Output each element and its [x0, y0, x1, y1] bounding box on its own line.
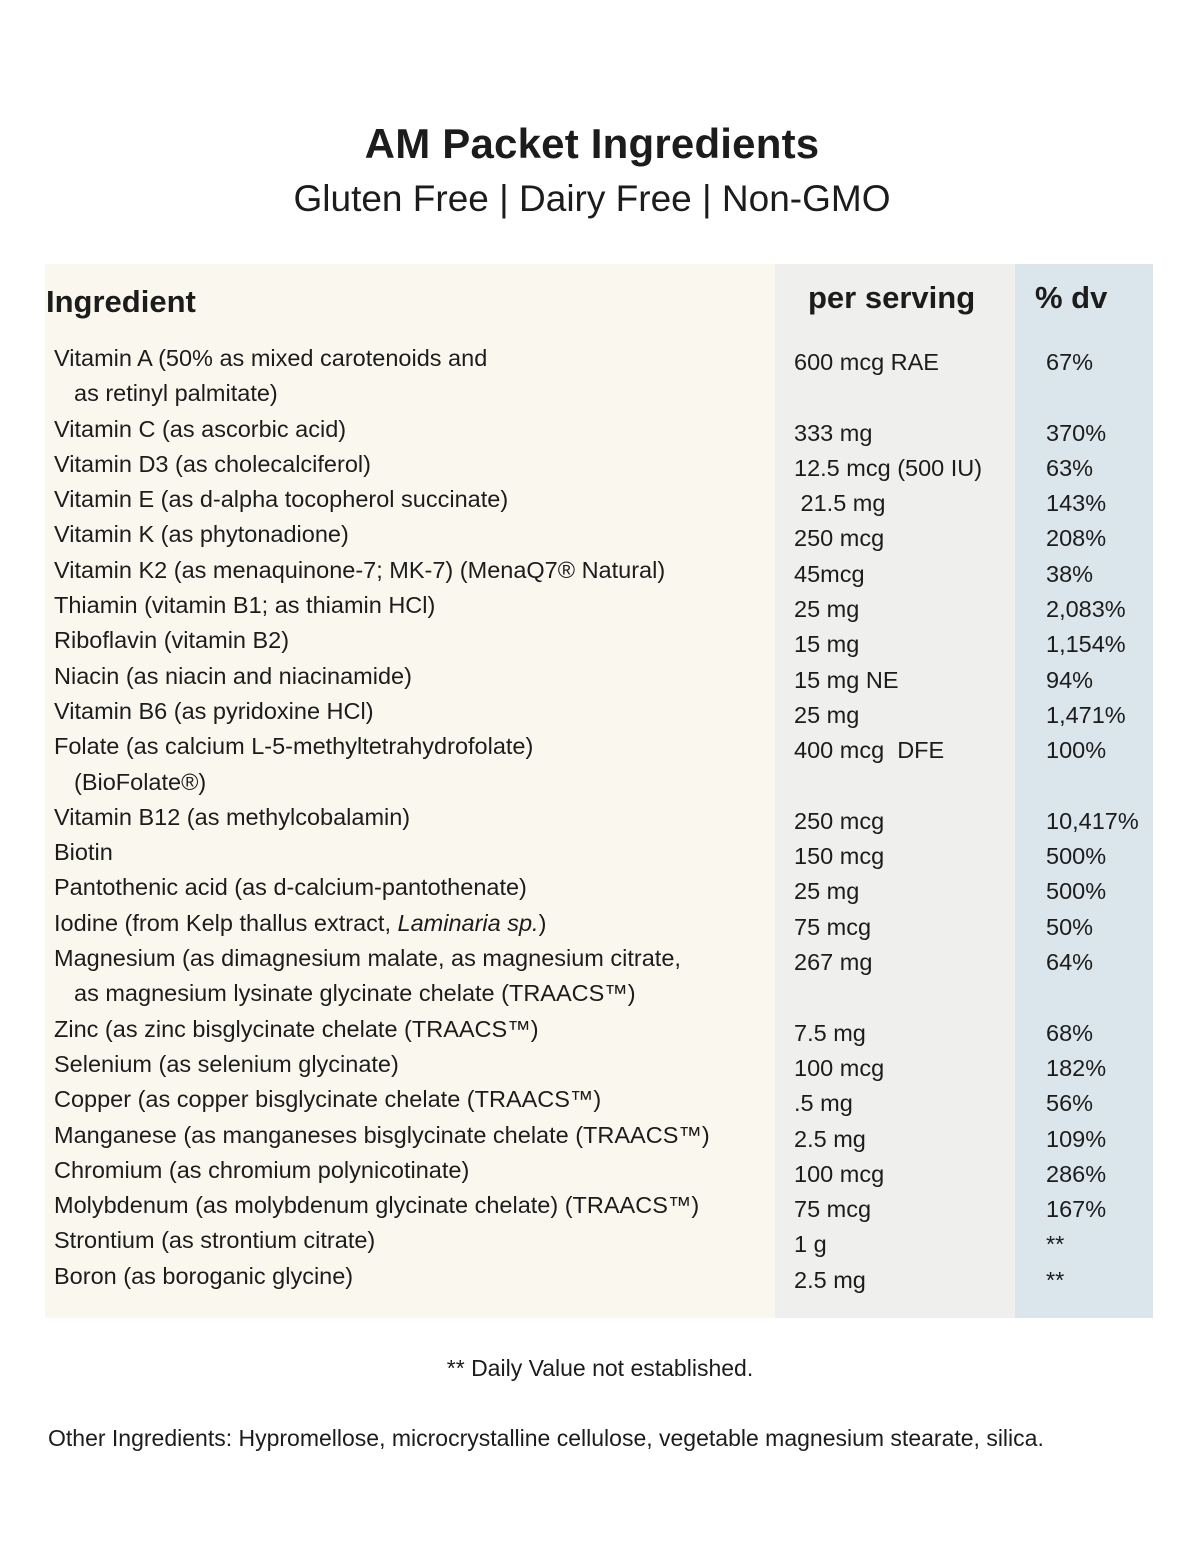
per-serving-value: 600 mcg RAE: [794, 349, 939, 375]
ingredient-name-text: Vitamin B6 (as pyridoxine HCl): [54, 697, 374, 724]
per-serving-value: 267 mg: [794, 949, 873, 976]
table-row: [0, 941, 1200, 1012]
ingredient-name-text: Vitamin A (50% as mixed carotenoids and: [54, 345, 488, 371]
ingredient-name: [54, 1082, 774, 1117]
dv-value: 182%: [1046, 1054, 1107, 1081]
ingredient-name-text: Vitamin K2 (as menaquinone-7; MK-7) (MenaQ7® Natural): [54, 556, 666, 583]
table-row: [0, 623, 1200, 658]
ingredient-name: [54, 517, 774, 552]
dv-value: 50%: [1046, 913, 1094, 940]
table-row: [0, 517, 1200, 552]
dv-value: 67%: [1046, 349, 1094, 375]
per-serving-value: 2.5 mg: [794, 1266, 866, 1293]
ingredient-name: [54, 835, 774, 870]
per-serving-value: .5 mg: [794, 1090, 853, 1117]
table-row: [0, 835, 1200, 870]
table-row: [0, 341, 1200, 412]
dv-value: 68%: [1046, 1019, 1094, 1046]
dv-value: 38%: [1046, 560, 1094, 587]
per-serving-value: 2.5 mg: [794, 1125, 866, 1152]
ingredient-name-text: Copper (as copper bisglycinate chelate (TRAACS™): [54, 1086, 602, 1113]
ingredient-name: [54, 1153, 774, 1188]
page-title: AM Packet Ingredients: [364, 120, 820, 167]
dv-value: 94%: [1046, 666, 1094, 693]
dv-value: 500%: [1046, 878, 1107, 905]
dv-header: % dv: [1035, 280, 1108, 315]
per-serving-value: 75 mcg: [794, 1196, 872, 1223]
per-serving-header: per serving: [808, 280, 976, 315]
ingredient-name-text: Zinc (as zinc bisglycinate chelate (TRAACS™): [54, 1015, 539, 1042]
ingredient-name-text: Strontium (as strontium citrate): [54, 1227, 376, 1254]
per-serving-value: 400 mcg DFE: [794, 737, 945, 764]
table-row: [0, 1082, 1200, 1117]
per-serving-value: 100 mcg: [794, 1054, 885, 1081]
ingredient-name: [54, 553, 774, 588]
ingredient-name: [54, 412, 774, 447]
per-serving-value: 1 g: [794, 1231, 827, 1258]
per-serving-value: 12.5 mcg (500 IU): [794, 454, 983, 481]
ingredient-name: [54, 623, 774, 658]
ingredient-name-text: Vitamin C (as ascorbic acid): [54, 415, 347, 442]
per-serving-value: 150 mcg: [794, 843, 885, 870]
ingredient-name: [54, 906, 774, 941]
ingredient-name: [54, 1012, 774, 1047]
ingredient-name-text: Iodine (from Kelp thallus extract,: [54, 909, 398, 936]
per-serving-value: 25 mg: [794, 701, 860, 728]
dv-value: 100%: [1046, 737, 1107, 764]
ingredient-name-text: Chromium (as chromium polynicotinate): [54, 1156, 470, 1183]
table-row: [0, 1153, 1200, 1188]
ingredient-name: [54, 694, 774, 729]
ingredient-name-continuation: as retinyl palmitate): [74, 380, 278, 407]
per-serving-value: 15 mg: [794, 631, 860, 658]
ingredient-name: [54, 482, 774, 517]
ingredient-name: [54, 588, 774, 623]
ingredient-name: [54, 941, 774, 1012]
ingredient-name-text: Riboflavin (vitamin B2): [54, 627, 290, 654]
table-row: [0, 447, 1200, 482]
ingredient-name-text: Vitamin K (as phytonadione): [54, 521, 349, 548]
ingredient-name-text: Manganese (as manganeses bisglycinate chelate (TRAACS™): [54, 1121, 710, 1148]
dv-value: 370%: [1046, 419, 1107, 446]
per-serving-value: 15 mg NE: [794, 666, 899, 693]
table-row: [0, 694, 1200, 729]
ingredient-name-text: Selenium (as selenium glycinate): [54, 1050, 399, 1077]
table-row: [0, 800, 1200, 835]
table-row: [0, 553, 1200, 588]
dv-value: 1,154%: [1046, 631, 1126, 658]
page-subtitle: Gluten Free | Dairy Free | Non-GMO: [293, 178, 891, 219]
table-row: [0, 588, 1200, 623]
dv-value: 63%: [1046, 454, 1094, 481]
ingredient-name-text: Molybdenum (as molybdenum glycinate chelate) (TRAACS™): [54, 1192, 700, 1219]
table-row: [0, 659, 1200, 694]
per-serving-value: 45mcg: [794, 560, 865, 587]
table-row: [0, 1223, 1200, 1258]
dv-value: 286%: [1046, 1160, 1107, 1187]
dv-value: 109%: [1046, 1125, 1107, 1152]
table-row: [0, 906, 1200, 941]
per-serving-value: 7.5 mg: [794, 1019, 866, 1046]
per-serving-value: 25 mg: [794, 878, 860, 905]
ingredient-name-text: Boron (as boroganic glycine): [54, 1262, 354, 1289]
table-row: [0, 870, 1200, 905]
per-serving-value: 21.5 mg: [794, 490, 886, 517]
ingredient-name-text: Vitamin D3 (as cholecalciferol): [54, 450, 371, 477]
ingredient-name: [54, 729, 774, 800]
dv-value: **: [1046, 1231, 1065, 1258]
dv-value: 64%: [1046, 949, 1094, 976]
ingredient-name-text: Vitamin E (as d-alpha tocopherol succinate): [54, 486, 509, 513]
ingredient-name-continuation: (BioFolate®): [74, 768, 207, 795]
footnote: ** Daily Value not established.: [446, 1355, 754, 1381]
dv-value: **: [1046, 1266, 1065, 1293]
dv-value: 500%: [1046, 843, 1107, 870]
table-row: [0, 412, 1200, 447]
ingredient-table: [0, 341, 1200, 1294]
table-row: [0, 1259, 1200, 1294]
ingredient-name: [54, 1118, 774, 1153]
dv-value: 10,417%: [1046, 807, 1139, 834]
table-row: [0, 1047, 1200, 1082]
ingredient-name-text: Vitamin B12 (as methylcobalamin): [54, 803, 411, 830]
ingredient-name: [54, 800, 774, 835]
per-serving-value: 250 mcg: [794, 807, 885, 834]
other-ingredients: Other Ingredients: Hypromellose, microcrystalline cellulose, vegetable magnesium stearate, silica.: [48, 1425, 1044, 1451]
table-row: [0, 1012, 1200, 1047]
per-serving-value: 250 mcg: [794, 525, 885, 552]
dv-value: 208%: [1046, 525, 1107, 552]
table-row: [0, 1118, 1200, 1153]
ingredient-name: [54, 447, 774, 482]
ingredient-name: [54, 1188, 774, 1223]
ingredient-name-text: Folate (as calcium L-5-methyltetrahydrofolate): [54, 733, 534, 760]
ingredient-name: [54, 659, 774, 694]
ingredient-name-text: Niacin (as niacin and niacinamide): [54, 662, 412, 689]
ingredient-header: Ingredient: [46, 284, 196, 319]
dv-value: 56%: [1046, 1090, 1094, 1117]
table-row: [0, 1188, 1200, 1223]
per-serving-value: 100 mcg: [794, 1160, 885, 1187]
ingredient-name-text: Thiamin (vitamin B1; as thiamin HCl): [54, 592, 436, 619]
table-row: [0, 482, 1200, 517]
dv-value: 167%: [1046, 1196, 1107, 1223]
ingredient-name-text: Pantothenic acid (as d-calcium-pantothenate): [54, 874, 527, 901]
per-serving-value: 333 mg: [794, 419, 873, 446]
ingredient-name-text: Biotin: [54, 839, 113, 866]
ingredient-name-tail: ): [538, 909, 547, 936]
ingredient-name: [54, 1223, 774, 1258]
ingredient-name-text: Magnesium (as dimagnesium malate, as magnesium citrate,: [54, 945, 681, 972]
ingredient-name-italic: Laminaria sp.: [397, 909, 539, 936]
ingredient-name: [54, 341, 774, 412]
ingredient-name: [54, 870, 774, 905]
ingredient-name: [54, 1047, 774, 1082]
table-row: [0, 729, 1200, 800]
dv-value: 143%: [1046, 490, 1107, 517]
per-serving-value: 25 mg: [794, 596, 860, 623]
dv-value: 1,471%: [1046, 701, 1126, 728]
ingredient-name-continuation: as magnesium lysinate glycinate chelate (TRAACS™): [74, 980, 636, 1007]
ingredient-name: [54, 1259, 774, 1294]
dv-value: 2,083%: [1046, 596, 1126, 623]
per-serving-value: 75 mcg: [794, 913, 872, 940]
